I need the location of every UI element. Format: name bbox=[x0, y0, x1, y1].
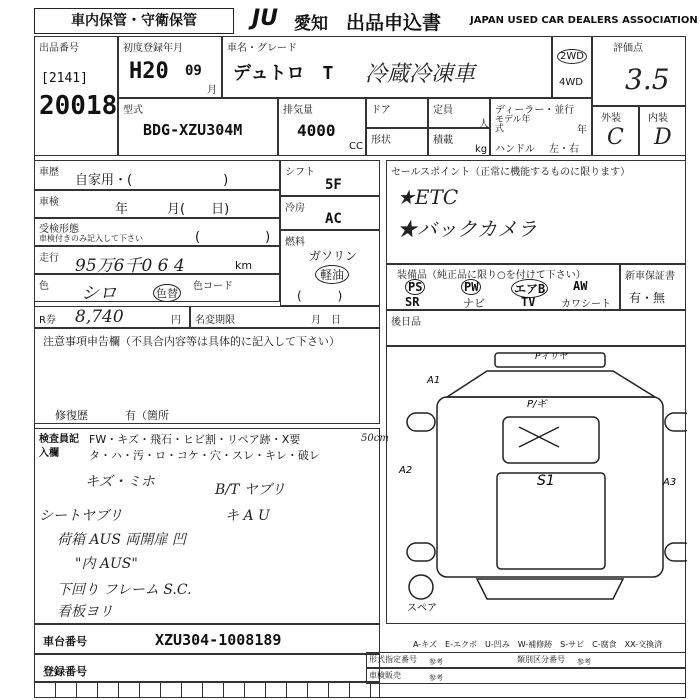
model-cell: 車名・グレード デュトロ T 冷蔵冷凍車 bbox=[222, 36, 552, 98]
later-cell: 後日品 bbox=[386, 310, 686, 346]
recv-cell: 受検形態 車検付きのみ記入して下さい ( ) bbox=[34, 218, 280, 246]
score-value: 3.5 bbox=[625, 63, 670, 96]
sales-cell: セールスポイント（正常に機能するものに限ります） ★ETC ★バックカメラ bbox=[386, 160, 686, 264]
color-cell: 色 シロ 色替 色コード bbox=[34, 274, 280, 302]
cat-cell: 形式指定番号 参考 類別区分番号 参考 bbox=[366, 652, 686, 668]
shift-cell: シフト 5F bbox=[280, 160, 380, 196]
load-cell: 積載 kg bbox=[428, 128, 490, 156]
wheel-rl bbox=[407, 543, 435, 561]
label-pyag: P/ギ bbox=[527, 399, 547, 410]
reg-grid bbox=[34, 682, 380, 698]
model-hand: 冷蔵冷凍車 bbox=[365, 62, 476, 87]
car-hood bbox=[447, 371, 655, 397]
label-spare: スペア bbox=[407, 603, 437, 614]
reg-year: H20 bbox=[129, 59, 169, 84]
lot-number: 20018 bbox=[39, 91, 118, 121]
type-cell: 型式 BDG-XZU304M bbox=[118, 98, 278, 156]
chassis-cell: 車台番号 XZU304-1008189 bbox=[34, 624, 380, 654]
disp-value: 4000 bbox=[297, 121, 336, 140]
inspector-cell: 検査員記入欄 FW・キズ・飛石・ヒビ割・リペア跡・X要 タ・ハ・汚・ロ・コケ・穴・スレ・キレ・破レ 50cm キズ・ミホ B/T ヤブリ キ A U シートヤブリ 荷箱 AUS 両開扉 凹 "内 AUS" 下回り フレーム S.C. 看板ヨリ bbox=[34, 428, 380, 624]
ac-cell: 冷房 AC bbox=[280, 196, 380, 230]
mileage-cell: 走行 95万6千0 6 4 km bbox=[34, 246, 280, 274]
sheet-title: 出品申込書 bbox=[346, 12, 442, 34]
label-a1: A1 bbox=[427, 375, 441, 386]
label-a2: A2 bbox=[399, 465, 413, 476]
shape-cell: 形状 bbox=[366, 128, 428, 156]
type-value: BDG-XZU304M bbox=[143, 121, 243, 139]
model-name: デュトロ T bbox=[233, 63, 334, 84]
car-cabin bbox=[503, 417, 599, 463]
ju-logo: JU bbox=[252, 6, 279, 31]
notes-cell: 注意事項申告欄（不具合内容等は具体的に記入して下さい） 修復歴 有（箇所 bbox=[34, 328, 380, 424]
spare-wheel bbox=[409, 575, 433, 599]
score-cell: 評価点 3.5 bbox=[592, 36, 686, 106]
org-name: 愛知 bbox=[294, 14, 328, 34]
seats-cell: 定員 人 bbox=[428, 98, 490, 128]
mileage-hand: 95万6千0 6 4 bbox=[75, 256, 185, 276]
wheel-fl bbox=[407, 413, 435, 431]
car-tail bbox=[477, 579, 623, 599]
diagram-legend: A-キズ E-エクボ U-凹み W-補修跡 S-サビ C-腐食 XX-交換済 bbox=[413, 640, 663, 649]
org-english: JAPAN USED CAR DEALERS ASSOCIATION bbox=[470, 15, 698, 26]
label-a-pillar: Pイリヤ bbox=[535, 352, 568, 362]
car-outline-svg bbox=[387, 347, 687, 625]
meikou-cell: 名変期限 月 日 bbox=[190, 306, 380, 328]
recycle-cell: R券 8,740 円 bbox=[34, 306, 190, 328]
int-cell: 内装 D bbox=[639, 106, 686, 156]
lot-cell: 出品番号 [2141] 20018 bbox=[34, 36, 118, 156]
car-diagram bbox=[386, 346, 686, 649]
dealer-cell: ディーラー・並行 モデル年式 年 ハンドル 左・右 bbox=[490, 98, 592, 156]
history-cell: 車歴 自家用・( ) bbox=[34, 160, 280, 190]
storage-title-box bbox=[34, 8, 234, 34]
lot-small: [2141] bbox=[41, 71, 88, 86]
reg-date-cell: 初度登録年月 H20 09 月 bbox=[118, 36, 222, 98]
sale-cell: 車検販売 参考 bbox=[366, 668, 686, 684]
wheel-fr bbox=[665, 413, 687, 431]
door-cell: ドア bbox=[366, 98, 428, 128]
wheel-rr bbox=[665, 543, 687, 561]
drive-cell: 2WD 4WD bbox=[552, 36, 592, 98]
disp-cell: 排気量 4000 CC bbox=[278, 98, 366, 156]
ext-cell: 外装 C bbox=[592, 106, 639, 156]
shaken-cell: 車検 年 月( 日) bbox=[34, 190, 280, 218]
label-s1: S1 bbox=[537, 473, 555, 489]
reg-no-cell: 登録番号 bbox=[34, 654, 380, 682]
label-a3: A3 bbox=[663, 477, 677, 488]
storage-title: 車内保管・守衛保管 bbox=[71, 13, 197, 29]
fuel-cell: 燃料 ガソリン 軽油 ( ) bbox=[280, 230, 380, 306]
equip-cell: 装備品（純正品に限り○を付けて下さい） PS PW エアB AW SR ナビ TV カワシート bbox=[386, 264, 620, 310]
warranty-cell: 新車保証書 有・無 bbox=[620, 264, 686, 310]
reg-month: 09 bbox=[185, 63, 202, 79]
